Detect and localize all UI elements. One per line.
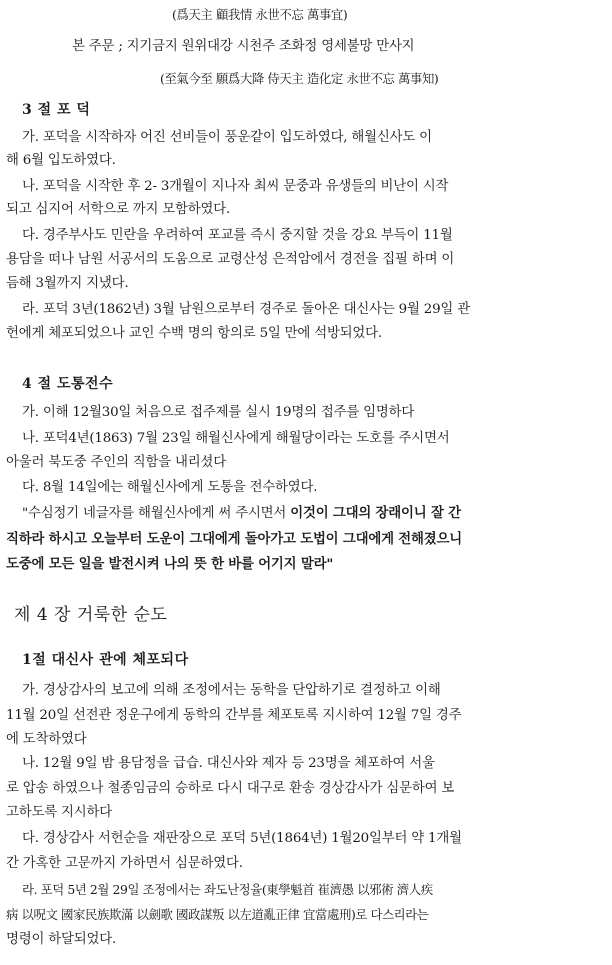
section-1-heading: 1절 대신사 관에 체포되다 [22, 652, 189, 668]
section-1-item-ga-line-2: 11월 20일 선전관 정운구에게 동학의 간부를 체포토록 지시하여 12월 7일 경주 [6, 708, 462, 723]
section-4-quote-line-2: 직하라 하시고 오늘부터 도운이 그대에게 돌아가고 도법이 그대에게 전해졌으니 [6, 531, 462, 547]
section-3-item-da-line-1: 다. 경주부사도 민란을 우려하여 포교를 즉시 중지할 것을 강요 부득이 11월 [22, 228, 453, 243]
section-4-quote-line-1 [22, 505, 461, 522]
section-4-heading: 4 절 도통전수 [22, 376, 114, 392]
section-3-item-da-line-2: 용담을 떠나 남원 서공서의 도움으로 교령산성 은적암에서 경전을 집필 하며 이 [6, 252, 455, 267]
section-1-item-ga-line-1: 가. 경상감사의 보고에 의해 조정에서는 동학을 단압하기로 결정하고 이해 [22, 683, 441, 698]
section-3-item-ra-line-1: 라. 포덕 3년(1862년) 3월 남원으로부터 경주로 돌아온 대신사는 9월 29일 관 [22, 302, 470, 317]
main-incantation-hangul: 본 주문 ; 지기금지 원위대강 시천주 조화정 영세불망 만사지 [72, 39, 415, 54]
section-4-quote-line-3: 도중에 모든 일을 발전시켜 나의 뜻 한 바를 어기지 말라" [6, 556, 334, 572]
section-1-item-da-line-1: 다. 경상감사 서헌순을 재판장으로 포덕 5년(1864년) 1월20일부터 약 1개월 [22, 831, 462, 846]
section-1-item-na-line-2: 로 압송 하였으나 철종임금의 승하로 다시 대구로 환송 경상감사가 심문하여 보 [6, 781, 455, 796]
incantation-hanja-line-1: (爲天主 顧我情 永世不忘 萬事宜) [172, 7, 348, 22]
section-1-item-ra-line-2: 病 以呪文 國家民族欺滿 以劍歌 國政謀叛 以左道亂正律 宜當處刑)로 다스리라는 [6, 907, 429, 922]
section-3-item-na-line-2: 되고 심지어 서학으로 까지 모함하였다. [6, 202, 231, 217]
section-4-item-ga: 가. 이해 12월30일 처음으로 접주제를 실시 19명의 접주를 임명하다 [22, 405, 415, 420]
section-3-item-da-line-3: 듬해 3월까지 지냈다. [6, 276, 129, 291]
section-3-heading: 3 절 포 덕 [22, 102, 91, 118]
section-1-item-ra-line-1: 라. 포덕 5년 2월 29일 조정에서는 좌도난정율(東學魁首 崔濟愚 以邪術 濟人疾 [22, 882, 433, 897]
chapter-4-heading: 제 4 장 거룩한 순도 [14, 605, 168, 625]
section-4-item-da: 다. 8월 14일에는 해월신사에게 도통을 전수하였다. [22, 480, 318, 495]
incantation-hanja-line-2: (至氣今至 願爲大降 侍天主 造化定 永世不忘 萬事知) [160, 71, 439, 86]
section-1-item-da-line-2: 간 가혹한 고문까지 가하면서 심문하였다. [6, 856, 243, 871]
section-3-item-ga-line-2: 해 6월 입도하였다. [6, 153, 116, 168]
section-1-item-na-line-1: 나. 12월 9일 밤 용담정을 급습. 대신사와 제자 등 23명을 체포하여 서울 [22, 756, 435, 771]
section-3-item-na-line-1: 나. 포덕을 시작한 후 2- 3개월이 지나자 최씨 문중과 유생들의 비난이 시작 [22, 179, 449, 194]
section-4-item-na-line-2: 아울러 북도중 주인의 직함을 내리셨다 [6, 455, 226, 470]
section-1-item-ga-line-3: 에 도착하였다 [6, 732, 87, 747]
quote-emphasis-text: 이것이 그대의 장래이니 잘 간 [290, 505, 461, 521]
section-1-item-na-line-3: 고하도록 지시하다 [6, 805, 112, 820]
section-1-item-ra-line-3: 명령이 하달되었다. [6, 932, 116, 947]
section-3-item-ga-line-1: 가. 포덕을 시작하자 어진 선비들이 풍운같이 입도하였다, 해월신사도 이 [22, 130, 432, 145]
quote-plain-text: "수심정기 네글자를 해월신사에게 써 주시면서 [22, 506, 291, 521]
section-4-item-na-line-1: 나. 포덕4년(1863) 7월 23일 해월신사에게 해월당이라는 도호를 주시면서 [22, 431, 450, 446]
section-3-item-ra-line-2: 헌에게 체포되었으나 교인 수백 명의 항의로 5일 만에 석방되었다. [6, 326, 382, 341]
